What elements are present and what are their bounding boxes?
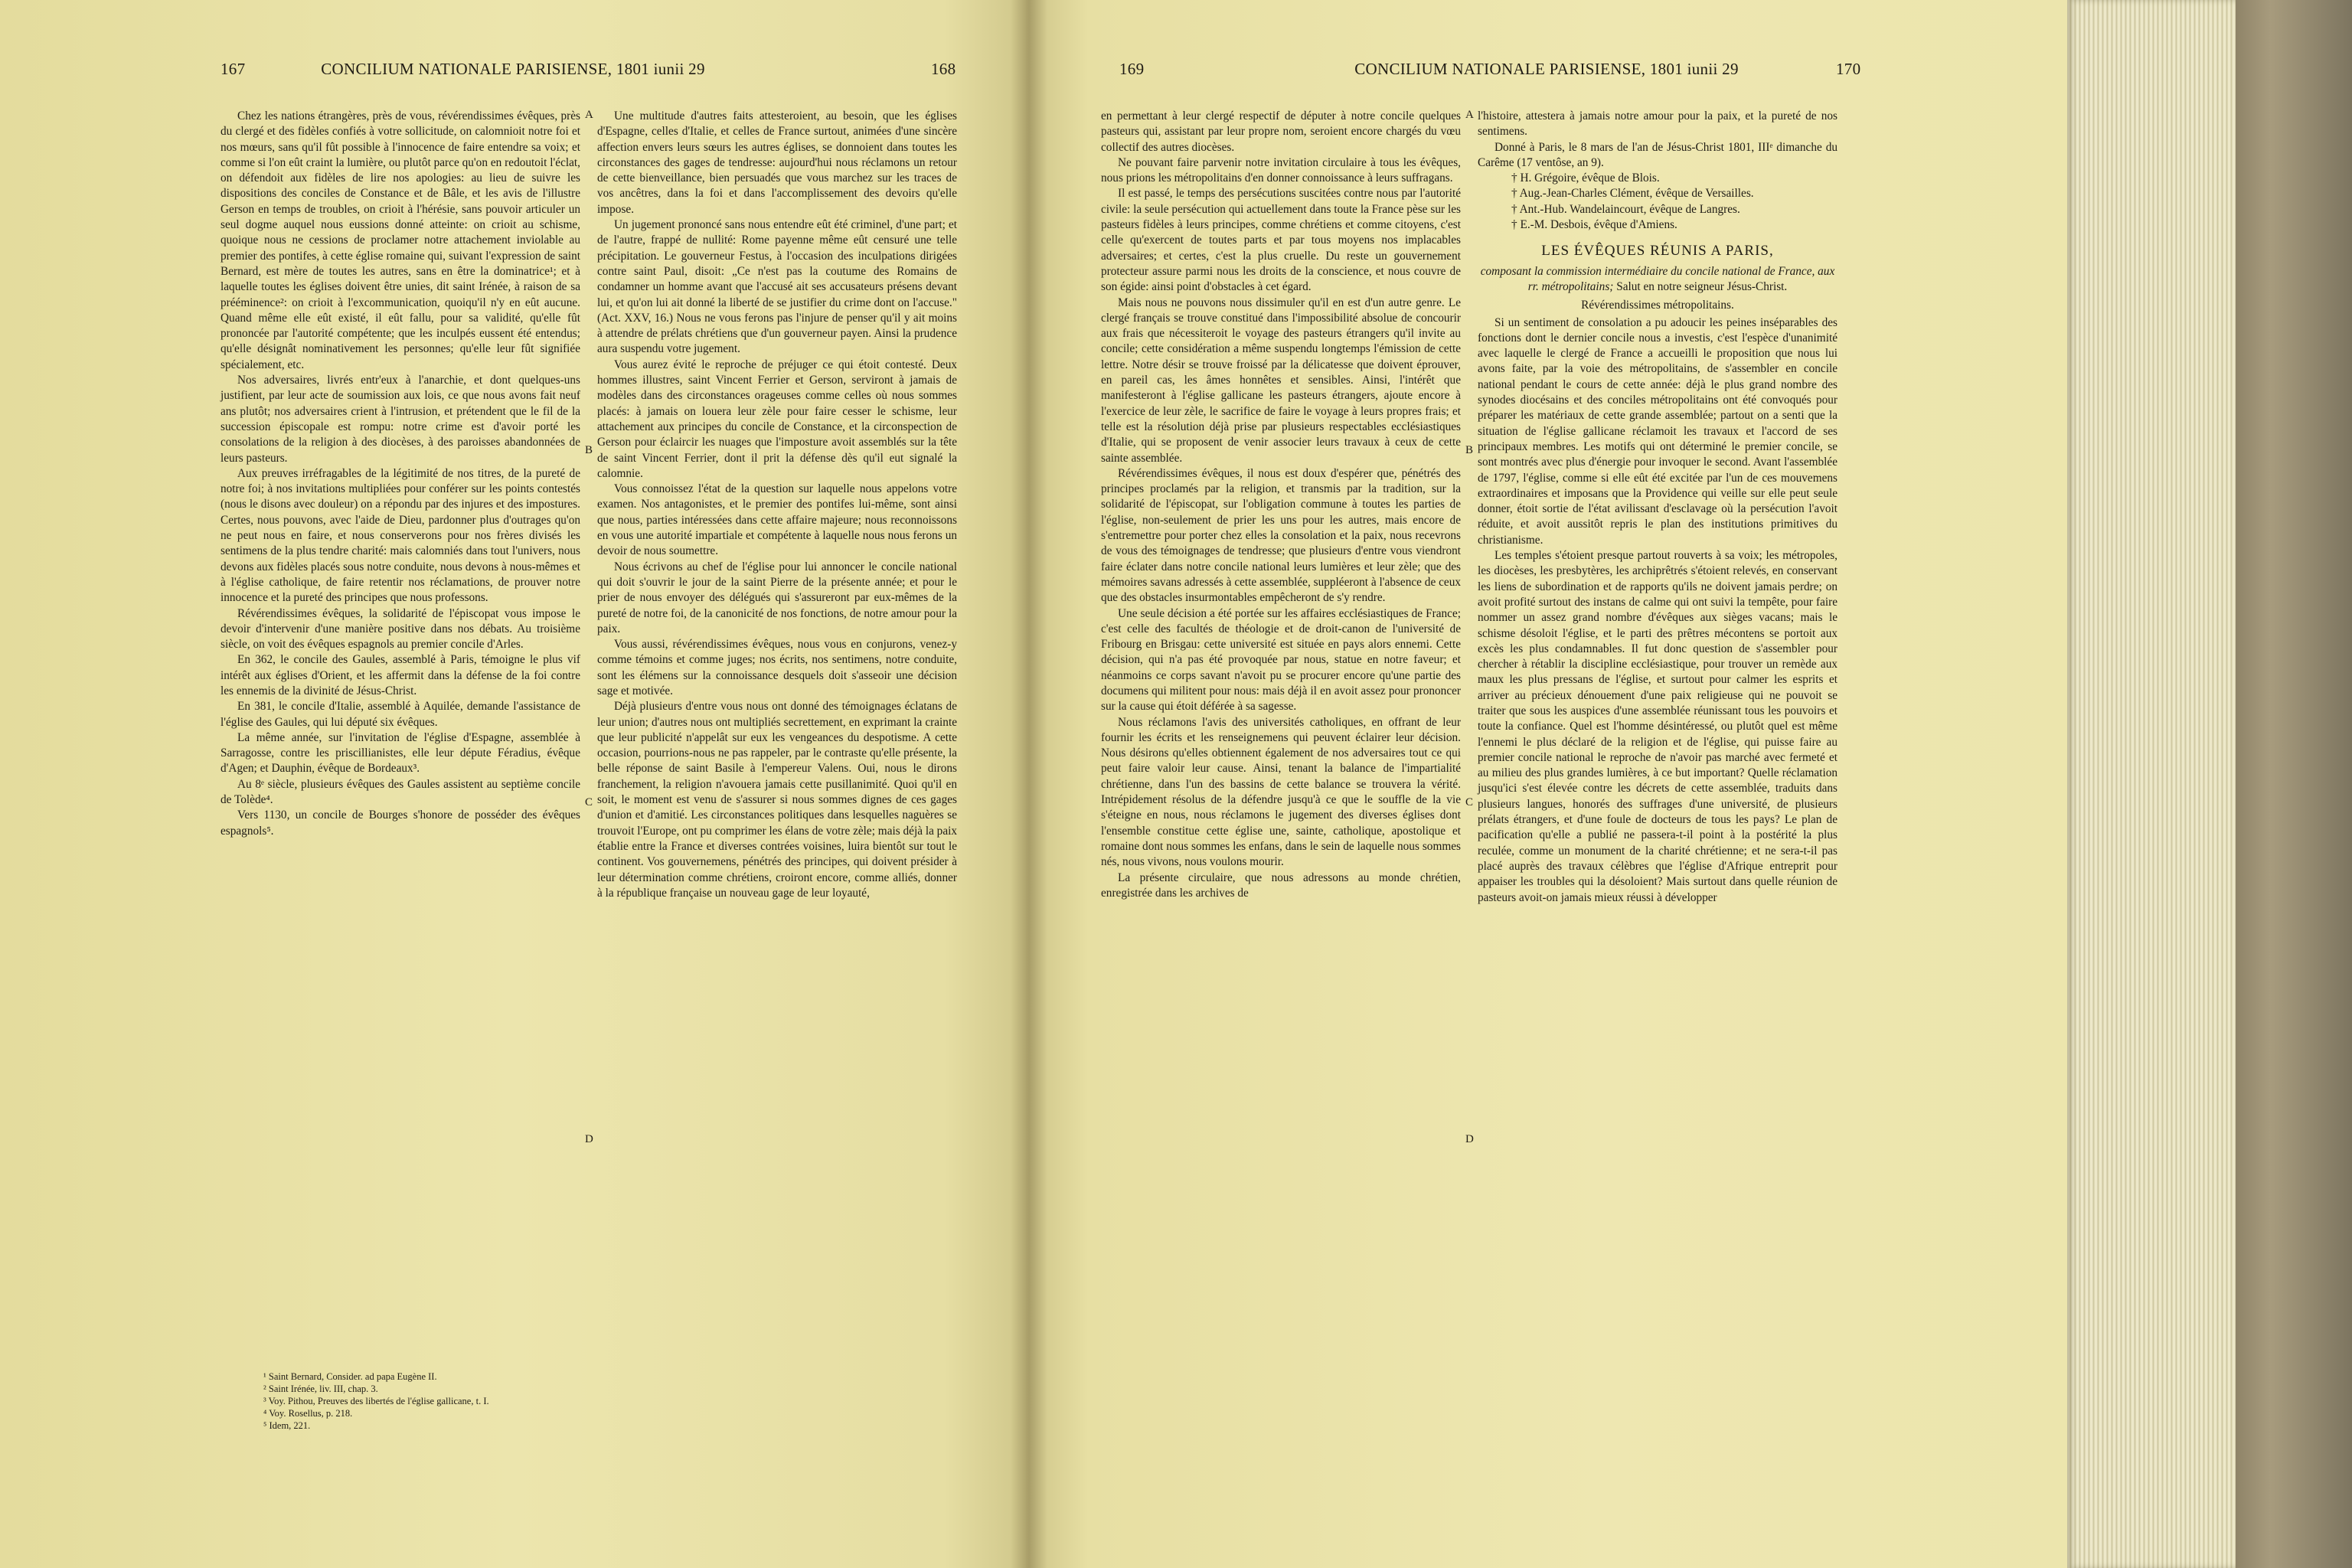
book-cover: [2236, 0, 2352, 1568]
right-page-header: [1026, 60, 2067, 83]
footnote: ⁵ Idem, 221.: [263, 1420, 311, 1431]
closing-paragraphs: [1478, 109, 1838, 171]
body-paragraph: Mais nous ne pouvons nous dissimuler qu'il en est d'un autre genre. Le clergé français se trouve constitué dans l'impossibilité absolue de concourir aux frais que nécessiteroit le voyage des pasteurs étrangers qu'il invite au concile; cette considération a même suspendu longtemps l'émission de cette lettre. Notre désir se trouve froissé par la délicatesse que doivent éprouver, en pareil cas, les âmes honnêtes et sensibles. Ainsi, l'intérêt que manifesteront à l'église gallicane les pasteurs étrangers, ajoute encore à l'exercice de leur zèle, le sacrifice de faire le voyage à leurs propres frais; et telle est la résolution déjà prise par plusieurs respectables ecclésiastiques d'Italie, qui se proposent de venir associer leurs travaux à ceux de cette sainte assemblée.: [1101, 296, 1461, 465]
right-page-column-2: [1478, 109, 1838, 906]
signature-line: † Aug.-Jean-Charles Clément, évêque de Versailles.: [1511, 187, 1754, 201]
body-paragraph: Déjà plusieurs d'entre vous nous ont donné des témoignages éclatans de leur union; d'autres nous ont multipliés secrettement, en exprimant la crainte que leur publicité n'appelât sur eux les vengeances du despotisme. A cette occasion, pourrions-nous ne pas rappeler, par le contraste qu'elle présente, la belle réponse de saint Basile à l'empereur Valens. Oui, nous le dirons franchement, la religion n'avouera jamais cette pusillanimité. Quoi qu'il en soit, le moment est venu de s'assurer si nous sommes dignes de ces gages d'union et d'amitié. Les circonstances politiques dans lesquelles naguères se trouvoit l'Europe, ont pu comprimer les élans de votre zèle; mais déjà la paix établie entre la France et diverses contrées voisines, luira bientôt sur tout le continent. Vos gouvernemens, pénétrés des principes, qui doivent présider à leur détermination comme chrétiens, croiront encore, comme alliés, donner à la république française un nouveau gage de leur loyauté,: [597, 700, 958, 900]
margin-marker-a: A: [1465, 109, 1474, 121]
body-paragraph: Il est passé, le temps des persécutions suscitées contre nous par l'autorité civile: la seule persécution qui actuellement dans toute la France pèse sur les pasteurs fidèles à leurs principes, comme chrétiens et comme citoyens, c'est celle qu'exercent de toutes parts et par tous moyens nos implacables adversaires; et certes, c'est la plus cruelle. Du reste un gouvernement protecteur assure parmi nous les droits de la conscience, et nous couvre de son égide: ainsi point d'obstacles à cet égard.: [1101, 187, 1461, 294]
body-paragraph: Une seule décision a été portée sur les affaires ecclésiastiques de France; c'est celle des facultés de théologie et de droit-canon de l'université de Fribourg en Brisgau: cette université est située en pays alors ennemi. Cette décision, qui n'a pas été provoquée par nous, statue en notre faveur; et néanmoins ce corps savant n'avoit pu se procurer encore qu'une partie des documens qui militent pour nous: mais déjà il en avoit assez pour prononcer sur la cause qui étoit déférée à sa sagesse.: [1101, 606, 1461, 714]
left-page-header: [0, 60, 1026, 83]
section-subtitle: [1478, 264, 1838, 296]
margin-marker-a: A: [585, 109, 593, 121]
left-page-column-2: [597, 109, 957, 901]
body-paragraph: En 381, le concile d'Italie, assemblé à Aquilée, demande l'assistance de l'église des Gaules, qui lui député six évêques.: [220, 700, 580, 729]
running-title: CONCILIUM NATIONALE PARISIENSE, 1801 iunii 29: [321, 60, 705, 78]
section-subtitle-rest: Salut en notre seigneur Jésus-Christ.: [1616, 279, 1788, 293]
body-paragraph: Vous connoissez l'état de la question sur laquelle nous appelons votre examen. Nos antagonistes, et le premier des pontifes lui-même, sont ainsi que nous, parties intéressées dans cette affaire majeure; nous reconnoissons en vous une autorité impartiale et compétente à laquelle nous nous ferons un devoir de nous soumettre.: [597, 482, 957, 558]
section-subtitle-italic: composant la commission intermédiaire du concile national de France, aux rr. métropolitains;: [1480, 264, 1835, 293]
running-title: CONCILIUM NATIONALE PARISIENSE, 1801 iunii 29: [1354, 60, 1739, 78]
margin-marker-b: B: [585, 444, 593, 456]
body-paragraph: en permettant à leur clergé respectif de députer à notre concile quelques pasteurs qui, assistant par leur propre nom, seroient encore chargés du vœu collectif des autres diocèses.: [1101, 109, 1461, 154]
page-number-170: 170: [1836, 60, 1861, 78]
signature-line: † H. Grégoire, évêque de Blois.: [1511, 172, 1660, 185]
body-paragraph: La présente circulaire, que nous adressons au monde chrétien, enregistrée dans les archives de: [1101, 871, 1461, 900]
margin-marker-d: D: [585, 1133, 593, 1145]
margin-marker-c: C: [585, 796, 593, 808]
left-page: [0, 0, 1026, 1568]
right-page-column-2-body: [1478, 315, 1838, 906]
body-paragraph: Un jugement prononcé sans nous entendre eût été criminel, d'une part; et de l'autre, frappé de nullité: Rome payenne même eût censuré une telle précipitation. Le gouverneur Festus, à l'occasion des inculpations dirigées contre saint Paul, disoit: „Ce n'est pas la coutume des Romains de condamner un homme avant que l'accusé ait ses accusateurs présens devant lui, et qu'on lui ait donné la liberté de se justifier du crime dont on l'accuse." (Act. XXV, 16.) Nous ne vous ferons pas l'injure de penser qu'il y ait moins à attendre de prélats chrétiens que d'un gouverneur payen. Ainsi la prudence aura suspendu votre jugement.: [597, 218, 957, 356]
footnote: ¹ Saint Bernard, Consider. ad papa Eugène II.: [263, 1371, 437, 1382]
footnote: ⁴ Voy. Rosellus, p. 218.: [263, 1408, 353, 1419]
body-paragraph: Ne pouvant faire parvenir notre invitation circulaire à tous les évêques, nous prions les métropolitains d'en donner connoissance à leurs suffragans.: [1101, 155, 1461, 185]
book-gutter: [1011, 0, 1047, 1568]
body-paragraph: Nous réclamons l'avis des universités catholiques, en offrant de leur fournir les écrits et les renseignemens qui peuvent éclairer leur décision. Nous désirons qu'elles obtiennent également de nos adversaires tout ce qui peut faire valoir leur cause. Ainsi, tenant la balance de l'impartialité chrétienne, dans l'un des bassins de cette balance se trouvera la vérité. Intrépidement résolus de la défendre jusqu'à ce que le souffle de la vie s'éteigne en nous, nous réclamons le jugement des diverses églises dont l'ensemble constitue cette église une, sainte, catholique, apostolique et romaine dont nous sommes les enfans, dans le sein de laquelle nous sommes nés, nous vivons, nous voulons mourir.: [1101, 715, 1461, 869]
body-paragraph: Une multitude d'autres faits attesteroient, au besoin, que les églises d'Espagne, celles d'Italie, et celles de France surtout, animées d'une sincère affection envers leurs sœurs les autres églises, se donnoient dans toutes les circonstances des gages de tendresse: aujourd'hui nous réclamons un retour de cette bienveillance, bien persuadés que vous marchez sur les traces de vos ancêtres, dans la foi et dans l'accomplissement des devoirs qu'elle impose.: [597, 109, 957, 216]
body-paragraph: Vers 1130, un concile de Bourges s'honore de posséder des évêques espagnols⁵.: [220, 808, 580, 838]
body-paragraph: Révérendissimes évêques, il nous est doux d'espérer que, pénétrés des principes proclamés par la religion, et transmis par la tradition, sur la solidarité de l'épiscopat, sur l'obligation commune à toutes les parties de l'église, non-seulement de prier les uns pour les autres, mais encore de s'entremettre pour porter chez elles la consolation et la paix, nous recevrons de vous des témoignages de tendresse; que plusieurs d'entre vous viendront faire éclater dans notre concile national leurs lumières et leur zèle; que des mémoires savans adressés à cette assemblée, suppléeront à l'absence de ceux que des obstacles insurmontables empêcheront de s'y rendre.: [1101, 466, 1461, 605]
margin-marker-d: D: [1465, 1133, 1474, 1145]
body-paragraph: Si un sentiment de consolation a pu adoucir les peines inséparables des fonctions dont le dernier concile nous a investis, c'est l'espèce d'unanimité avec laquelle le clergé de France a accueilli le proposition que nous lui avons faite, par la voie des métropolitains, de s'assembler en concile national pendant le cours de cette année: déjà le plus grand nombre des synodes diocésains et des conciles métropolitains ont été convoqués pour préparer les matériaux de cette grande assemblée; partout on a senti que la situation de l'église gallicane réclamoit les travaux et l'accord de ses principaux membres. Les motifs qui ont déterminé le premier concile, se sont montrés avec plus d'énergie pour invoquer le second. Avant l'assemblée de 1797, l'église, comme si elle eût été excitée par l'un de ces mouvemens extraordinaires et imposans que la Providence qui veille sur elle peut seule donner, étoit sortie de l'état avilissant d'esclavage où la persécution l'avoit réduite, et avoit aussitôt repris le plan des institutions primitives du christianisme.: [1478, 315, 1838, 547]
signature-list: [1494, 171, 1838, 233]
page-number-169: 169: [1119, 60, 1145, 78]
margin-marker-c: C: [1465, 796, 1474, 808]
left-page-column-1: [220, 109, 580, 839]
signature-line: † E.-M. Desbois, évêque d'Amiens.: [1511, 218, 1677, 232]
body-paragraph: Révérendissimes évêques, la solidarité de l'épiscopat vous impose le devoir d'intervenir d'une manière positive dans nos débats. Au troisième siècle, on voit des évêques espagnols au premier concile d'Arles.: [220, 606, 580, 652]
margin-marker-b: B: [1465, 444, 1474, 456]
page-edges: [2067, 0, 2236, 1568]
body-paragraph: Vous aurez évité le reproche de préjuger ce qui étoit contesté. Deux hommes illustres, saint Vincent Ferrier et Gerson, serviront à jamais de modèles dans des circonstances orageuses comme celles où nous sommes placés: à jamais on louera leur zèle pour faire cesser le schisme, leur attachement aux principes du concile de Constance, et la circonspection de Gerson pour éclaircir les nuages que l'imposture avoit assemblés sur la tête de saint Vincent Ferrier, dont il prit la défense dès qu'il eut signalé la calomnie.: [597, 358, 957, 480]
body-paragraph: La même année, sur l'invitation de l'église d'Espagne, assemblée à Sarragosse, contre les priscillianistes, elle leur députe Féradius, évêque d'Agen; et Dauphin, évêque de Bordeaux³.: [220, 730, 580, 776]
body-paragraph: Nos adversaires, livrés entr'eux à l'anarchie, et dont quelques-uns justifient, par leur acte de soumission aux lois, ce que nous avons fait neuf ans plutôt; nos adversaires crient à l'intrusion, et prétendent que le fil de la succession épiscopale est rompu: notre crime est d'avoir porté les consolations de la religion à des diocèses, à des paroisses abandonnées de leurs pasteurs.: [220, 374, 580, 465]
body-paragraph: Donné à Paris, le 8 mars de l'an de Jésus-Christ 1801, IIIᵉ dimanche du Carême (17 ventôse, an 9).: [1478, 140, 1838, 169]
body-paragraph: Vous aussi, révérendissimes évêques, nous vous en conjurons, venez-y comme témoins et comme juges; nos écrits, nos sentimens, notre conduite, sont les élémens sur la connoissance desquels doit s'asseoir une décision sage et motivée.: [597, 638, 957, 697]
body-paragraph: Au 8ᵉ siècle, plusieurs évêques des Gaules assistent au septième concile de Tolède⁴.: [220, 777, 580, 807]
page-number-167: 167: [220, 60, 246, 78]
body-paragraph: Chez les nations étrangères, près de vous, révérendissimes évêques, près du clergé et des fidèles confiés à votre sollicitude, on calomnioit notre foi et nos mœurs, sans qu'il fût possible à l'innocence de faire entendre sa voix; et comme si l'on eût craint la lumière, ou plutôt parce qu'on en redoutoit l'éclat, on défendoit aux fidèles de lire nos apologies: au lieu de suivre les dispositions des conciles de Constance et de Bâle, et les avis de l'illustre Gerson en temps de troubles, on crioit à l'hérésie, sans pouvoir articuler un seul dogme auquel nous eussions donné atteinte: on crioit au schisme, quoique nous ne cessions de proclamer notre attachement inviolable au premier des pontifes, à cette église romaine qui, suivant l'expression de saint Bernard, est mère de toutes les autres, sans en être la dominatrice¹; et à laquelle toutes les églises doivent être unies, dit saint Irénée, à raison de sa prééminence²: on crioit à l'excommunication, quoiqu'il n'y en eût aucune. Quand même elle eût existé, il eût fallu, pour sa validité, qu'elle fût prononcée par l'autorité compétente; que les inculpés eussent été entendus; qu'elle désignât nominativement les personnes; qu'elle leur fût signifiée spécialement, etc.: [220, 109, 580, 371]
left-page-footnotes: [253, 1370, 612, 1432]
body-paragraph: Nous écrivons au chef de l'église pour lui annoncer le concile national qui doit s'ouvrir le jour de la saint Pierre de la présente année; et pour le prier de nous envoyer des délégués qui s'assureront par eux-mêmes de la pureté de notre foi, de la canonicité de nos fonctions, de notre amour pour la paix.: [597, 560, 957, 635]
footnote: ³ Voy. Pithou, Preuves des libertés de l'église gallicane, t. I.: [263, 1396, 489, 1406]
body-paragraph: Aux preuves irréfragables de la légitimité de nos titres, de la pureté de notre foi; à nos invitations multipliées pour conférer sur les points contestés (nous le disons avec douleur) on a répondu par des injures et des impostures. Certes, nous pouvons, avec l'aide de Dieu, pardonner plus d'outrages qu'on ne peut nous en faire, et nous conserverons pour nos frères divisés les sentimens de la plus tendre charité: mais calomniés dans tout l'univers, nous devons aux fidèles placés sous notre conduite, nous devons à nous-mêmes et à l'église catholique, de faire retentir nos réclamations, de prouver notre innocence et la pureté des principes que nous professons.: [220, 466, 580, 605]
section-title: LES ÉVÊQUES RÉUNIS A PARIS,: [1541, 243, 1774, 260]
signature-line: † Ant.-Hub. Wandelaincourt, évêque de Langres.: [1511, 202, 1740, 216]
body-paragraph: Les temples s'étoient presque partout rouverts à sa voix; les métropoles, les diocèses, les presbytères, les archiprêtrés s'étoient relevés, en conservant les liens de subordination et de rapports qu'ils ne doivent jamais perdre; on avoit profité surtout des instans de calme qui ont suivi la tempête, pour faire nommer un assez grand nombre d'évêques aux sièges vacans; mais le schisme désoloit l'église, et le parti des prêtres mécontens se portoit aux excès les plus condamnables. Il fut donc question de s'assembler pour chercher à rétablir la discipline ecclésiastique, pour trouver un remède aux maux les plus pressans de l'église, et surtout pour calmer les esprits et arriver au précieux dénouement d'une paix religieuse qui ne pouvoit se traiter que sous les auspices d'une assemblée réunissant tous les pouvoirs et toute la confiance. Quel est l'homme désintéressé, ou plutôt quel est même l'ennemi le plus déclaré de la religion et de l'église, qui puisse faire au premier concile national le reproche de n'avoir pas marché avec fermeté et au milieu des plus grandes lumières, à ce but important? Quelle réclamation jusqu'ici s'est élevée contre les décrets de cette assemblée, traduits dans plusieurs langues, honorés des suffrages d'une université, de plusieurs prélats étrangers, et d'une foule de docteurs de tous les pays? Le plan de pacification qu'elle a publié ne passera-t-il point à la postérité la plus reculée, comme un monument de la charité chrétienne; et ne sera-t-il pas placé auprès des travaux célèbres que l'église d'Afrique entreprit pour appaiser les troubles qui la désoloient? Mais surtout dans quelle réunion de pasteurs avoit-on jamais mieux réussi à développer: [1478, 549, 1838, 904]
body-paragraph: En 362, le concile des Gaules, assemblé à Paris, témoigne le plus vif intérêt aux églises d'Orient, et les affermit dans la défense de la foi contre les ennemis de la divinité de Jésus-Christ.: [220, 653, 580, 697]
page-number-168: 168: [931, 60, 956, 78]
footnote: ² Saint Irénée, liv. III, chap. 3.: [263, 1383, 378, 1394]
right-page-column-1: [1101, 109, 1461, 901]
body-paragraph: l'histoire, attestera à jamais notre amour pour la paix, et la pureté de nos sentimens.: [1478, 109, 1838, 139]
salutation: Révérendissimes métropolitains.: [1581, 299, 1734, 312]
right-page: [1026, 0, 2067, 1568]
